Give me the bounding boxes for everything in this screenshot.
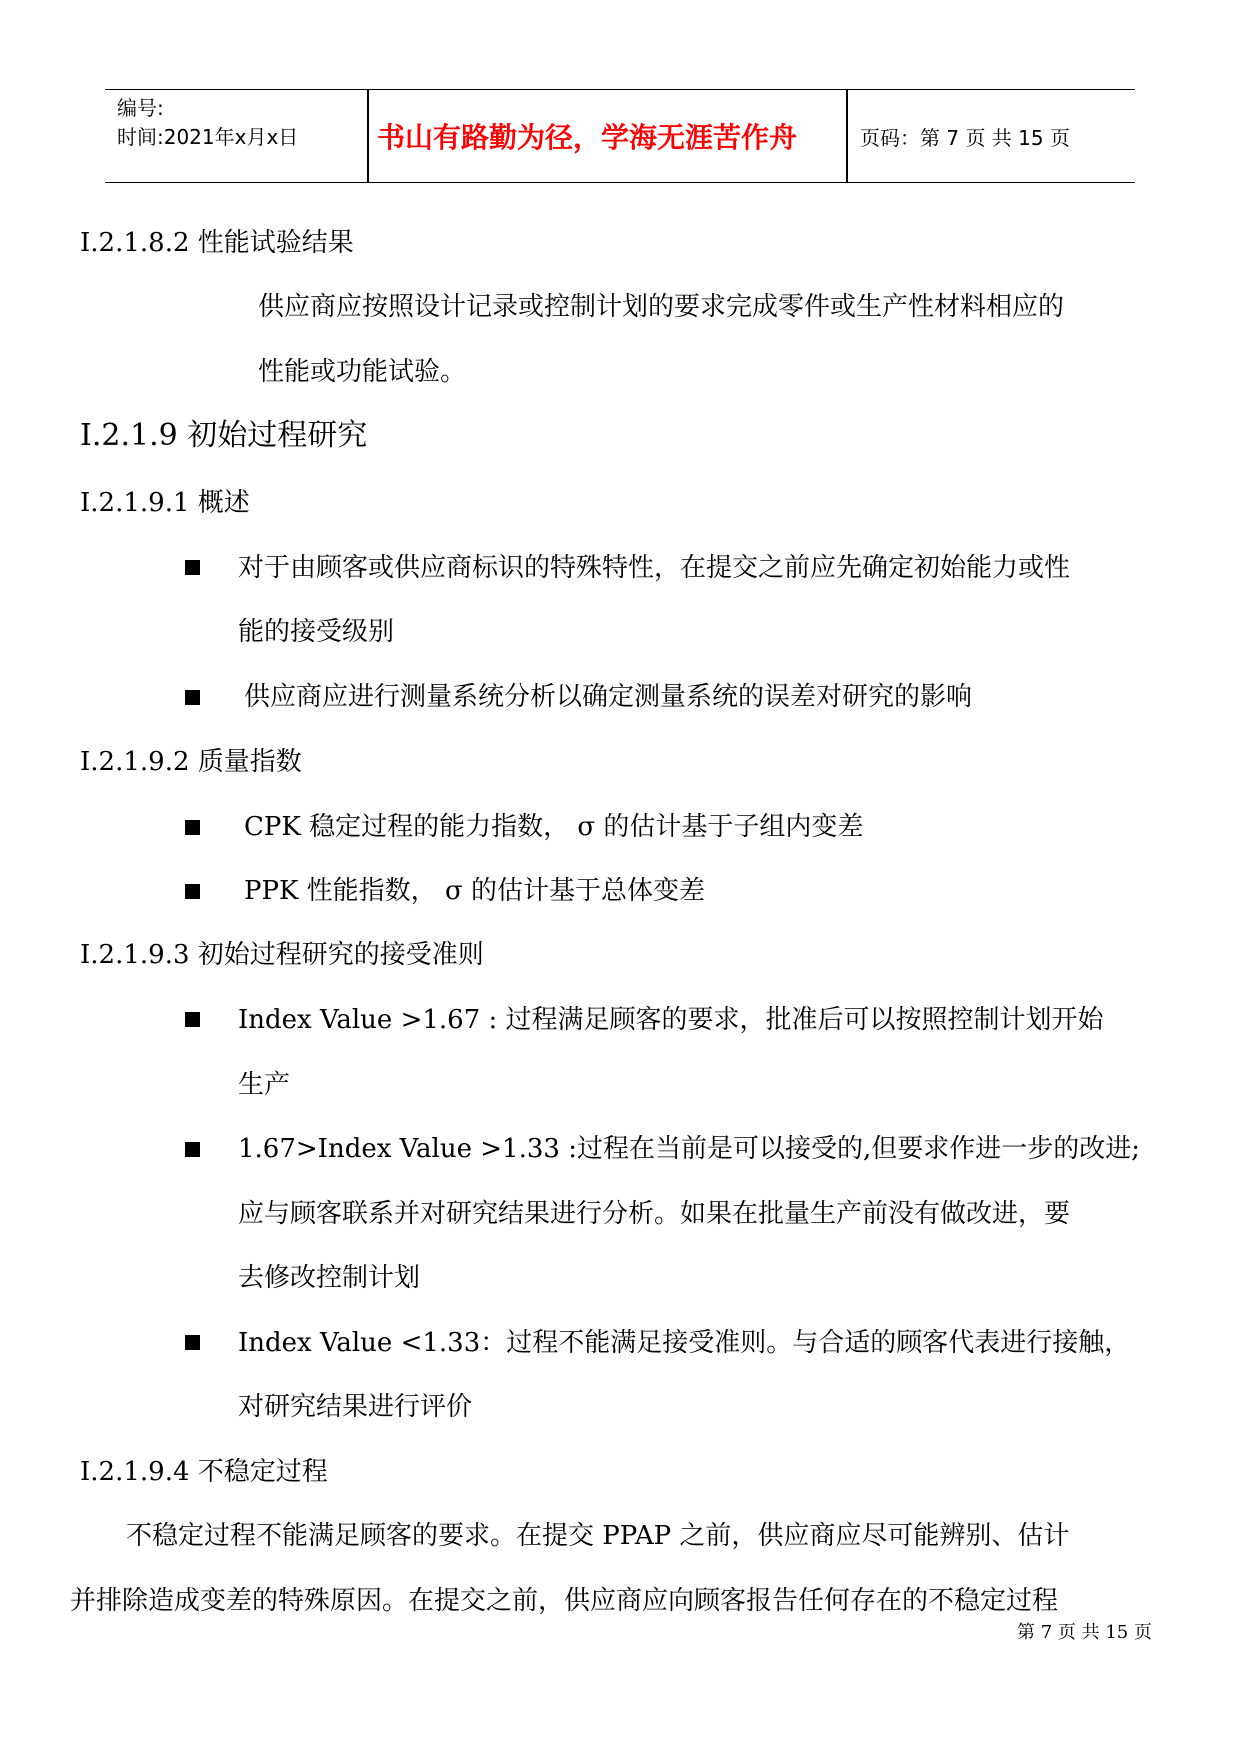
header-left (117, 94, 298, 152)
section-heading-2182: Ⅰ.2.1.8.2 性能试验结果 (80, 228, 354, 258)
bullet-text-line: PPK 性能指数， σ 的估计基于总体变差 (244, 876, 705, 906)
date-label: 时间:2021年x月x日 (117, 125, 299, 149)
section-heading-219: Ⅰ.2.1.9 初始过程研究 (80, 418, 368, 453)
section-heading-2193: Ⅰ.2.1.9.3 初始过程研究的接受准则 (80, 940, 484, 970)
header-divider (846, 90, 848, 182)
bullet-square-icon (185, 1142, 200, 1157)
section-heading-2194: Ⅰ.2.1.9.4 不稳定过程 (80, 1457, 328, 1487)
bullet-text-line: 生产 (238, 1070, 291, 1100)
bullet-square-icon (185, 884, 200, 899)
bullet-text-line: 1.67>Index Value >1.33 :过程在当前是可以接受的,但要求作进一步的改进; (238, 1134, 1140, 1164)
page-footer: 第 7 页 共 15 页 (1017, 1622, 1152, 1643)
bullet-text-line: 能的接受级别 (238, 617, 395, 647)
section-heading-2191: Ⅰ.2.1.9.1 概述 (80, 488, 250, 518)
bullet-square-icon (185, 1335, 200, 1350)
bullet-square-icon (185, 690, 200, 705)
bullet-text-line: 应与顾客联系并对研究结果进行分析。如果在批量生产前没有做改进，要 (238, 1199, 1071, 1229)
paragraph-line: 性能或功能试验。 (258, 357, 467, 387)
paragraph-line: 供应商应按照设计记录或控制计划的要求完成零件或生产性材料相应的 (258, 292, 1065, 322)
number-label: 编号: (117, 96, 164, 120)
header-motto: 书山有路勤为径，学海无涯苦作舟 (376, 121, 797, 154)
bullet-text-line: 对于由顾客或供应商标识的特殊特性，在提交之前应先确定初始能力或性 (238, 553, 1071, 583)
bullet-text-line: CPK 稳定过程的能力指数， σ 的估计基于子组内变差 (244, 812, 864, 842)
bullet-text-line: 对研究结果进行评价 (238, 1392, 473, 1422)
bullet-square-icon (185, 1012, 200, 1027)
bullet-square-icon (185, 820, 200, 835)
paragraph-line: 并排除造成变差的特殊原因。在提交之前，供应商应向顾客报告任何存在的不稳定过程 (70, 1586, 1059, 1616)
bullet-text-line: Index Value <1.33：过程不能满足接受准则。与合适的顾客代表进行接触， (238, 1328, 1131, 1358)
bullet-text-line: 供应商应进行测量系统分析以确定测量系统的误差对研究的影响 (244, 682, 973, 712)
bullet-text-line: Index Value >1.67 : 过程满足顾客的要求，批准后可以按照控制计划开始 (238, 1005, 1104, 1035)
paragraph-line: 不稳定过程不能满足顾客的要求。在提交 PPAP 之前，供应商应尽可能辨别、估计 (126, 1521, 1070, 1551)
header-page-code: 页码：第 7 页 共 15 页 (860, 125, 1070, 150)
bullet-text-line: 去修改控制计划 (238, 1263, 421, 1293)
section-heading-2192: Ⅰ.2.1.9.2 质量指数 (80, 747, 302, 777)
page-header (105, 89, 1135, 183)
bullet-square-icon (185, 560, 200, 575)
